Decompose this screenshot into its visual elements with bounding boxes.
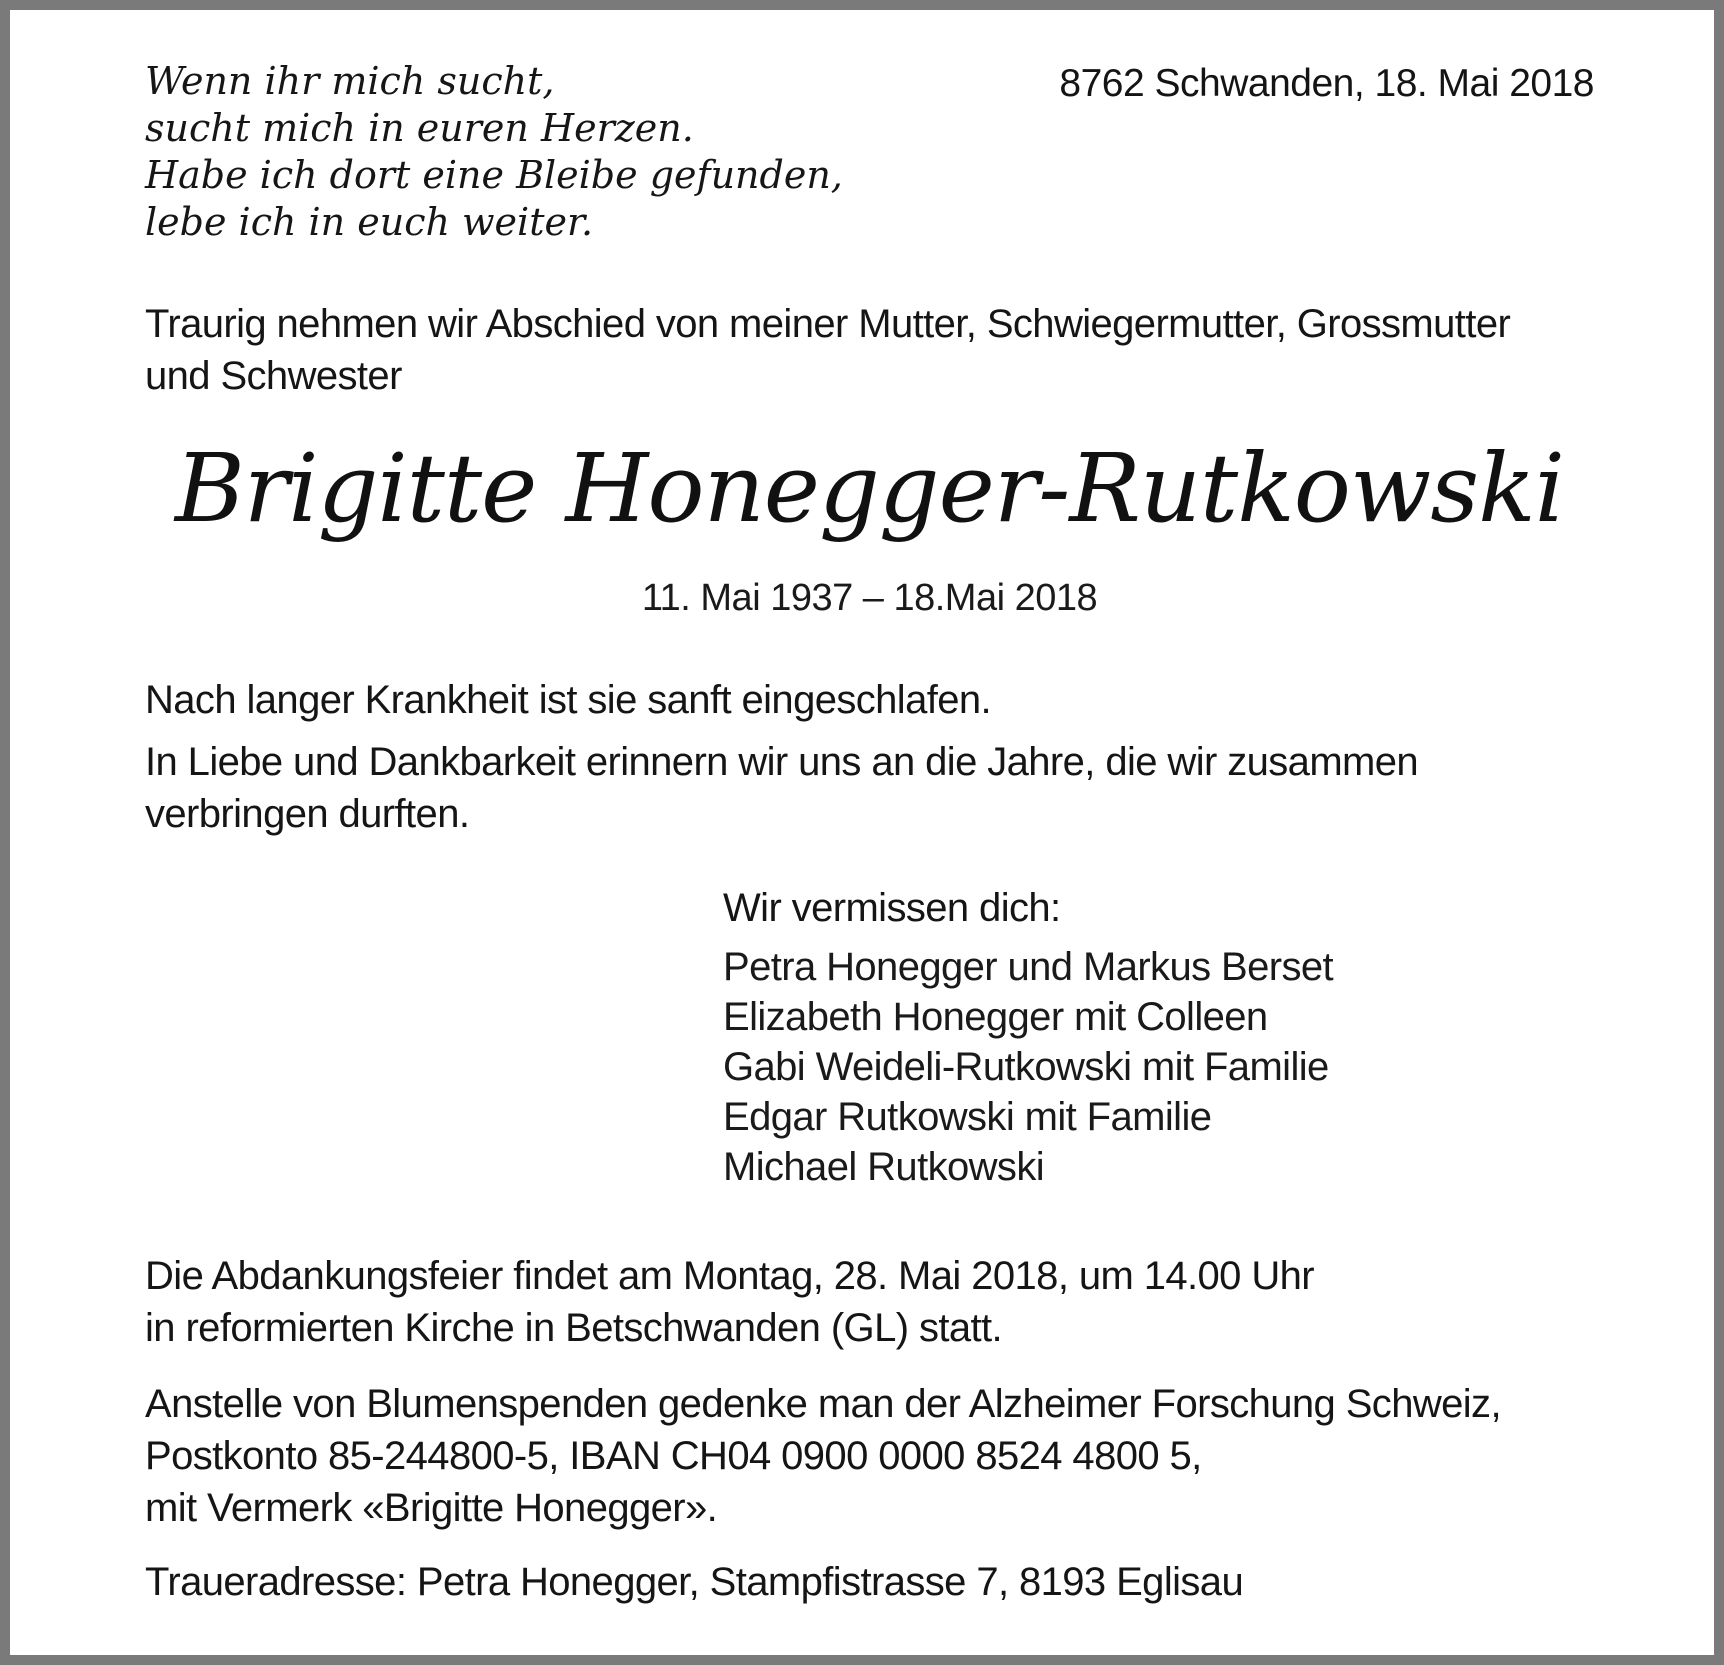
- intro-text: [145, 298, 1594, 402]
- deceased-name: Brigitte Honegger-Rutkowski: [174, 434, 1565, 544]
- service-info: [145, 1250, 1594, 1354]
- remembrance-text: [145, 736, 1594, 840]
- mourner-name: Michael Rutkowski: [723, 1145, 1045, 1189]
- intro-line: Traurig nehmen wir Abschied von meiner Mutter, Schwiegermutter, Grossmutter: [145, 302, 1511, 346]
- donation-line: Anstelle von Blumenspenden gedenke man der Alzheimer Forschung Schweiz,: [145, 1382, 1501, 1426]
- place-dateline: 8762 Schwanden, 18. Mai 2018: [1059, 62, 1594, 105]
- mourners-list: [723, 942, 1594, 1192]
- intro-line: und Schwester: [145, 354, 402, 398]
- header-row: [145, 58, 1594, 246]
- donation-line: Postkonto 85-244800-5, IBAN CH04 0900 0000 8524 4800 5,: [145, 1434, 1202, 1478]
- service-line: Die Abdankungsfeier findet am Montag, 28. Mai 2018, um 14.00 Uhr: [145, 1254, 1314, 1298]
- condolence-address: Traueradresse: Petra Honegger, Stampfistrasse 7, 8193 Eglisau: [145, 1560, 1244, 1604]
- mourner-name: Gabi Weideli-Rutkowski mit Familie: [723, 1045, 1329, 1089]
- mourners-block: [145, 882, 1594, 1192]
- donation-info: [145, 1378, 1594, 1534]
- donation-line: mit Vermerk «Brigitte Honegger».: [145, 1486, 718, 1530]
- service-line: in reformierten Kirche in Betschwanden (GL) statt.: [145, 1306, 1003, 1350]
- remembrance-line: In Liebe und Dankbarkeit erinnern wir uns an die Jahre, die wir zusammen: [145, 740, 1419, 784]
- mourners-heading: Wir vermissen dich:: [723, 886, 1061, 930]
- poem-line: lebe ich in euch weiter.: [145, 200, 594, 244]
- poem-line: Habe ich dort eine Bleibe gefunden,: [145, 153, 843, 197]
- poem-line: Wenn ihr mich sucht,: [145, 59, 555, 103]
- poem: [145, 58, 843, 246]
- poem-line: sucht mich in euren Herzen.: [145, 106, 694, 150]
- passing-text: Nach langer Krankheit ist sie sanft eingeschlafen.: [145, 678, 992, 722]
- mourner-name: Petra Honegger und Markus Berset: [723, 945, 1334, 989]
- mourner-name: Elizabeth Honegger mit Colleen: [723, 995, 1268, 1039]
- life-dates: 11. Mai 1937 – 18.Mai 2018: [641, 577, 1098, 619]
- remembrance-line: verbringen durften.: [145, 792, 470, 836]
- mourner-name: Edgar Rutkowski mit Familie: [723, 1095, 1212, 1139]
